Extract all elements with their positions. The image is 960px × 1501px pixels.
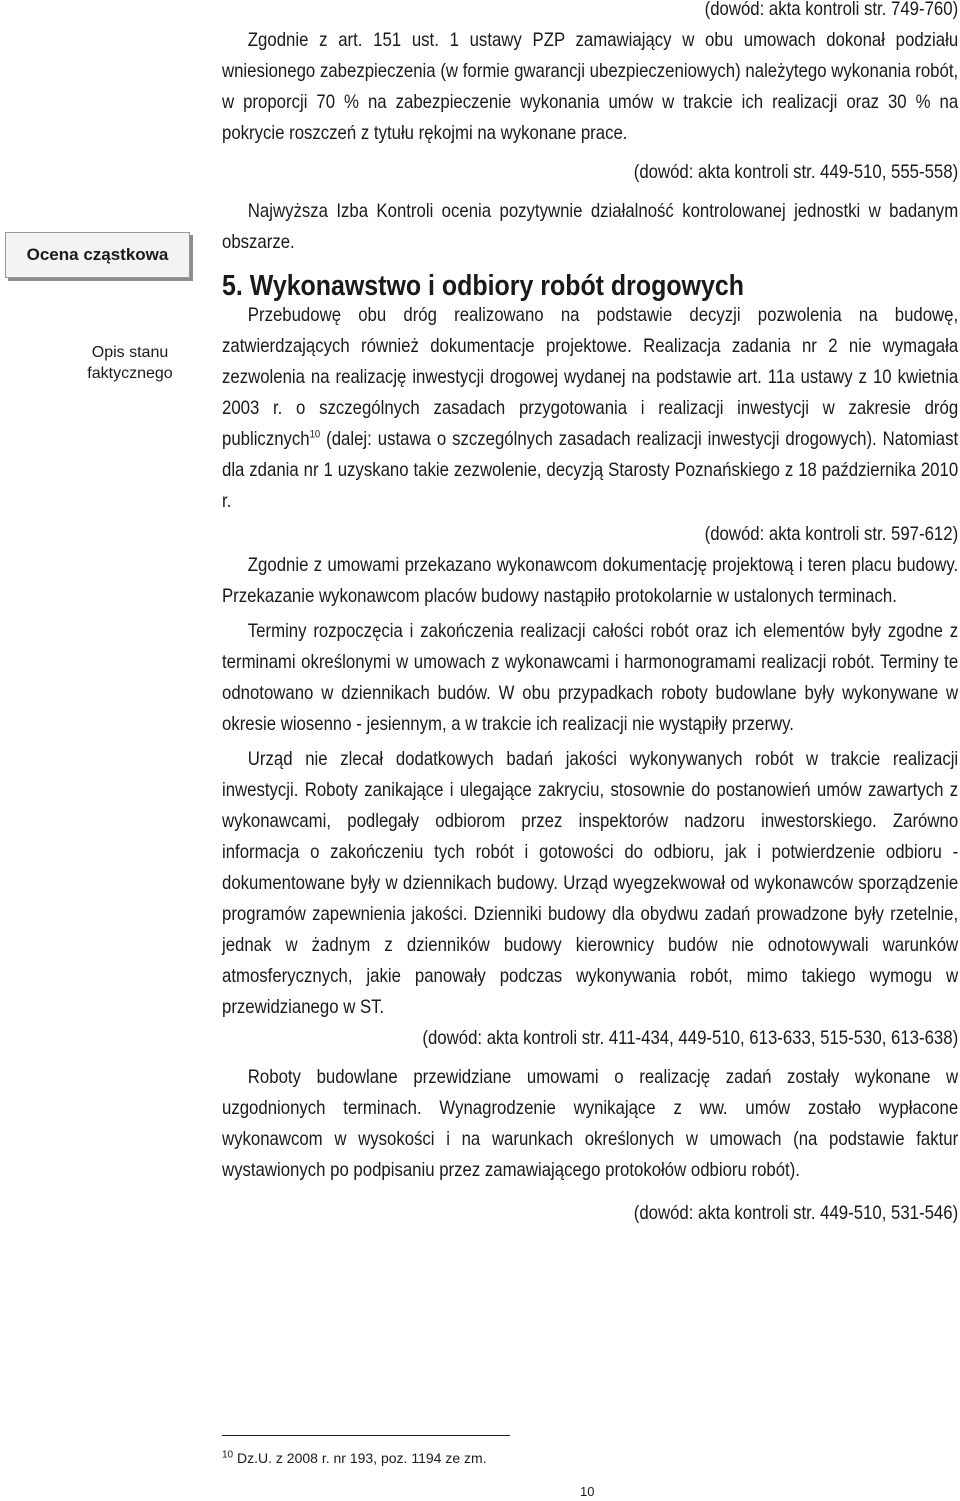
- paragraph-security-split: Zgodnie z art. 151 ust. 1 ustawy PZP zamawiający w obu umowach dokonał podziału wniesionego zabezpieczenia (w formie gwarancji ubezpieczeniowych) należytego wykonania robót, w proporcji 70 % na zabezpieczenie wykonania umów w trakcie ich realizacji oraz 30 % na pokrycie roszczeń z tytułu rękojmi na wykonane prace.: [222, 29, 959, 144]
- evidence-reference: (dowód: akta kontroli str. 597-612): [704, 523, 959, 545]
- evidence-reference: (dowód: akta kontroli str. 411-434, 449-510, 613-633, 515-530, 613-638): [422, 1027, 959, 1049]
- paragraph-quality: Urząd nie zlecał dodatkowych badań jakości wykonywanych robót w trakcie realizacji inwestycji. Roboty zanikające i ulegające zakryciu, stosownie do postanowień umów zawartych z wykonawcami, podlegały odbiorom przez inspektorów nadzoru inwestorskiego. Zarówno informacja o zakończeniu tych robót i gotowości do odbioru, jak i potwierdzenie odbioru - dokumentowane były w dziennikach budowy. Urząd wyegzekwował od wykonawców sporządzenie programów zapewnienia jakości. Dzienniki budowy dla obydwu zadań prowadzone były rzetelnie, jednak w żadnym z dzienników budowy kierownicy budów nie odnotowywali warunków atmosferycznych, jakie panowały podczas wykonywania robót, mimo takiego wymogu w przewidzianego w ST.: [222, 748, 959, 1018]
- assessment-sidebar-box: [5, 232, 190, 278]
- paragraph-permits-part1: Przebudowę obu dróg realizowano na podstawie decyzji pozwolenia na budowę, zatwierdzających również dokumentacje projektowe. Realizacja zadania nr 2 nie wymagała zezwolenia na realizację inwestycji drogowej wydanej na podstawie art. 11a ustawy z 10 kwietnia 2003 r. o szczególnych zasadach przygotowania i realizacji inwestycji w zakresie dróg publicznych: [222, 304, 959, 450]
- evidence-reference: (dowód: akta kontroli str. 749-760): [704, 0, 959, 20]
- paragraph-handover: Zgodnie z umowami przekazano wykonawcom dokumentację projektową i teren placu budowy. Przekazanie wykonawcom placów budowy nastąpiło protokolarnie w ustalonych terminach.: [222, 554, 959, 607]
- assessment-paragraph: Najwyższa Izba Kontroli ocenia pozytywnie działalność kontrolowanej jednostki w badanym obszarze.: [222, 200, 959, 253]
- footnote: [222, 1449, 487, 1467]
- section-heading: 5. Wykonawstwo i odbiory robót drogowych: [222, 270, 744, 302]
- footnote-text: Dz.U. z 2008 r. nr 193, poz. 1194 ze zm.: [233, 1450, 487, 1466]
- footnote-separator: [222, 1435, 510, 1436]
- facts-sidebar-label: Opis stanu faktycznego: [87, 344, 173, 382]
- document-body: [222, 0, 958, 1229]
- assessment-sidebar-label: Ocena cząstkowa: [26, 245, 169, 264]
- footnote-number: 10: [222, 1449, 234, 1461]
- paragraph-permits-part2: (dalej: ustawa o szczególnych zasadach realizacji inwestycji drogowych). Natomiast dla zdania nr 1 uzyskano takie zezwolenie, decyzją Starosty Poznańskiego z 18 października 2010 r.: [222, 428, 959, 512]
- page-number: 10: [580, 1484, 595, 1499]
- paragraph-payment: Roboty budowlane przewidziane umowami o realizację zadań zostały wykonane w uzgodnionych terminach. Wynagrodzenie wynikające z ww. umów zostało wypłacone wykonawcom w wysokości i na warunkach określonych w umowach (na podstawie faktur wystawionych po podpisaniu przez zamawiającego protokołów odbioru robót).: [222, 1066, 959, 1181]
- footnote-ref: 10: [309, 428, 321, 441]
- paragraph-deadlines: Terminy rozpoczęcia i zakończenia realizacji całości robót oraz ich elementów były zgodne z terminami określonymi w umowach z wykonawcami i harmonogramami realizacji robót. Terminy te odnotowano w dziennikach budów. W obu przypadkach roboty budowlane były wykonywane w okresie wiosenno - jesiennym, a w trakcie ich realizacji nie wystąpiły przerwy.: [222, 620, 959, 735]
- evidence-reference: (dowód: akta kontroli str. 449-510, 555-558): [633, 161, 959, 183]
- evidence-reference: (dowód: akta kontroli str. 449-510, 531-546): [633, 1202, 959, 1224]
- paragraph-permits: [222, 300, 958, 517]
